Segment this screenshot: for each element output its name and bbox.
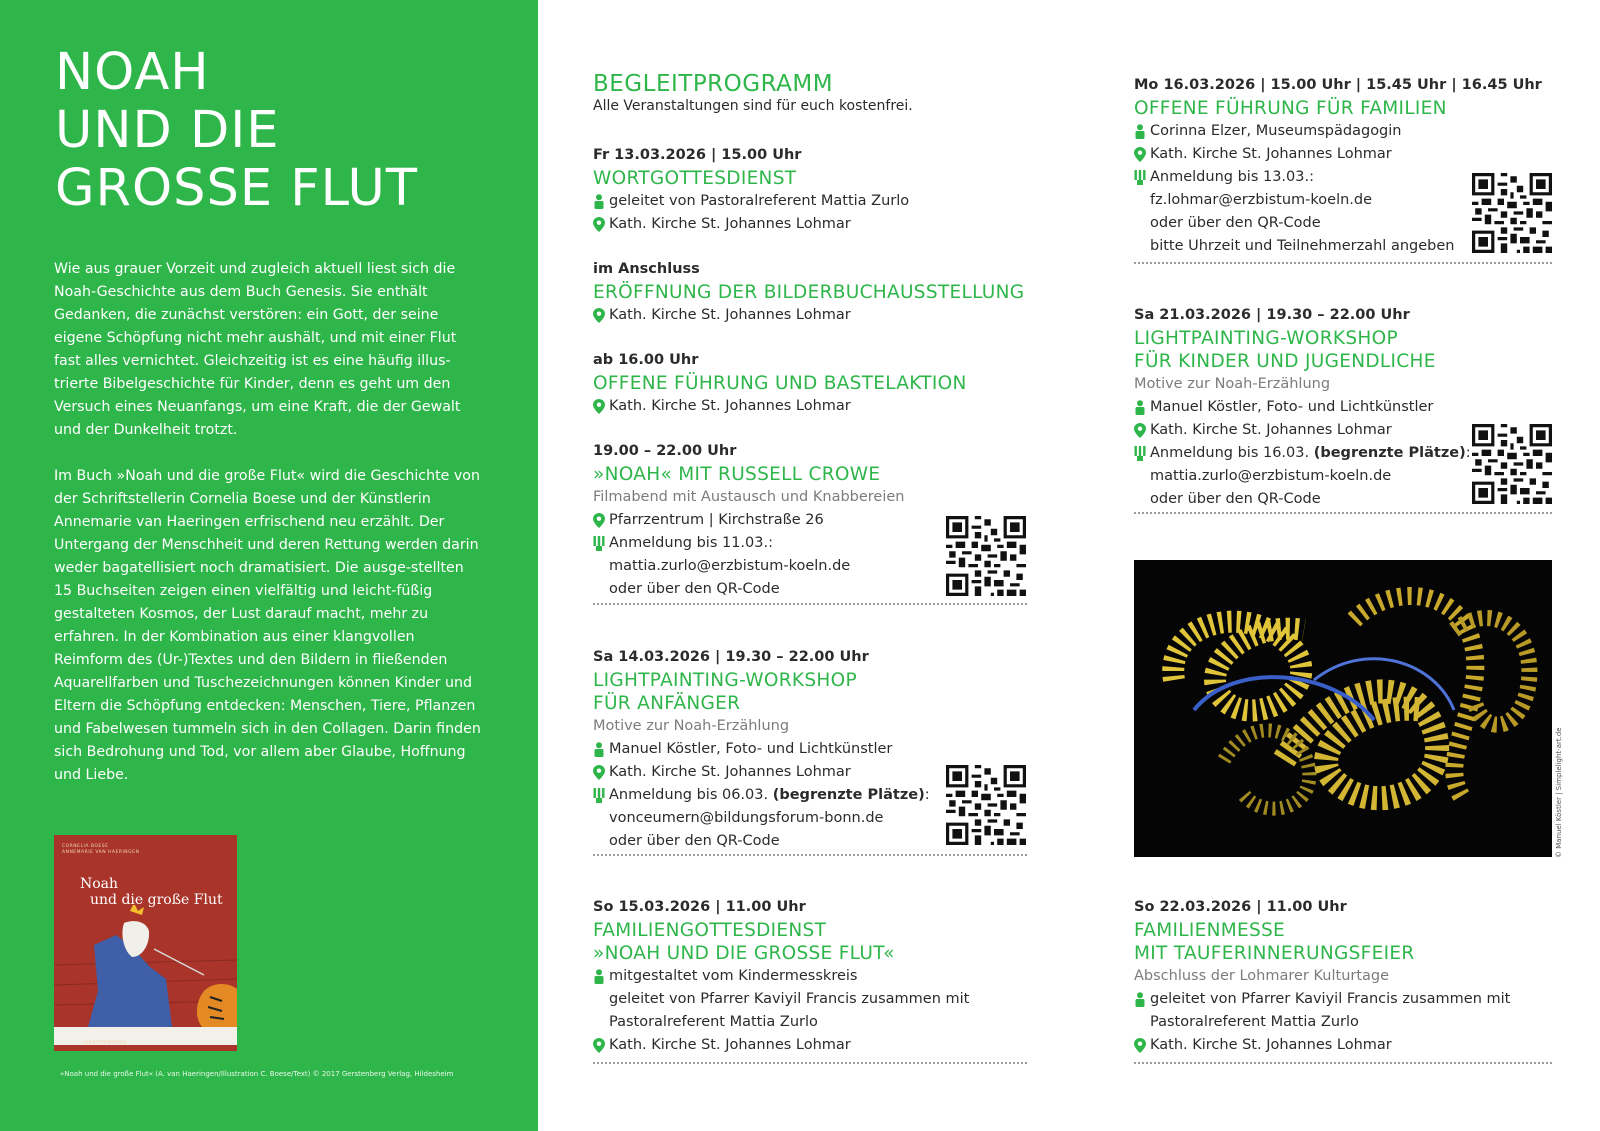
program-subtitle: Alle Veranstaltungen sind für euch kostenfrei. bbox=[593, 98, 913, 114]
event-place bbox=[593, 213, 909, 236]
event-wortgottesdienst bbox=[593, 144, 909, 236]
location-pin-icon bbox=[593, 765, 605, 780]
event-lightpainting-kinder bbox=[1134, 304, 1471, 511]
event-title-line-2: FÜR KINDER UND JUGENDLICHE bbox=[1134, 351, 1436, 372]
event-registration-limit: (begrenzte Plätze) bbox=[1313, 445, 1466, 461]
event-person-text: Corinna Elzer, Museumspädagogin bbox=[1150, 123, 1402, 139]
divider bbox=[1134, 512, 1552, 514]
event-person-text: geleitet von Pfarrer Kaviyil Francis zusammen mit bbox=[1150, 991, 1511, 1007]
event-place-text: Kath. Kirche St. Johannes Lohmar bbox=[609, 764, 851, 780]
divider bbox=[593, 1062, 1027, 1064]
cover-author-1: CORNELIA BOESE bbox=[62, 844, 109, 849]
event-person bbox=[1134, 396, 1471, 419]
event-lightpainting-anfaenger bbox=[593, 646, 930, 853]
location-pin-icon bbox=[1134, 423, 1146, 438]
event-registration bbox=[593, 784, 930, 807]
event-registration-colon: : bbox=[1465, 445, 1471, 461]
event-place bbox=[1134, 143, 1542, 166]
intro-text bbox=[54, 258, 484, 810]
qr-code-icon[interactable] bbox=[1472, 424, 1552, 504]
event-title-line-1: LIGHTPAINTING-WORKSHOP bbox=[1134, 328, 1398, 349]
event-title-line-2: MIT TAUFERINNERUNGSFEIER bbox=[1134, 943, 1415, 964]
event-date: So 22.03.2026 | 11.00 Uhr bbox=[1134, 899, 1347, 915]
event-title: OFFENE FÜHRUNG FÜR FAMILIEN bbox=[1134, 98, 1447, 119]
event-person-line-3: Pastoralreferent Mattia Zurlo bbox=[609, 1014, 818, 1030]
event-eroeffnung bbox=[593, 258, 1024, 327]
location-pin-icon bbox=[593, 399, 605, 414]
registration-icon bbox=[1134, 446, 1146, 461]
registration-icon bbox=[593, 536, 605, 551]
location-pin-icon bbox=[593, 217, 605, 232]
event-place bbox=[593, 304, 1024, 327]
event-place bbox=[593, 1034, 969, 1057]
title-line-3: GROSSE FLUT bbox=[55, 159, 418, 218]
event-person bbox=[593, 190, 909, 213]
divider bbox=[1134, 1062, 1552, 1064]
location-pin-icon bbox=[1134, 147, 1146, 162]
event-registration-text: Anmeldung bis 16.03. bbox=[1150, 445, 1314, 461]
event-email[interactable]: fz.lohmar@erzbistum-koeln.de bbox=[1150, 192, 1373, 208]
event-title: »NOAH« MIT RUSSELL CROWE bbox=[593, 464, 881, 485]
person-icon bbox=[593, 969, 605, 984]
event-place bbox=[1134, 1034, 1510, 1057]
event-title-line-2: »NOAH UND DIE GROSSE FLUT« bbox=[593, 943, 895, 964]
cover-caption: »Noah und die große Flut« (A. van Haeringen/Illustration C. Boese/Text) © 2017 Gerstenberg Verlag, Hildesheim bbox=[60, 1070, 454, 1078]
event-fuehrung-bastelaktion bbox=[593, 349, 967, 418]
person-icon bbox=[1134, 400, 1146, 415]
event-registration-text: Anmeldung bis 13.03.: bbox=[1150, 169, 1314, 185]
person-icon bbox=[1134, 124, 1146, 139]
left-panel bbox=[0, 0, 538, 1131]
event-note: Motive zur Noah-Erzählung bbox=[1134, 376, 1331, 392]
event-registration-text: Anmeldung bis 11.03.: bbox=[609, 535, 773, 551]
cover-title bbox=[80, 876, 223, 908]
event-place bbox=[593, 509, 905, 532]
event-person bbox=[593, 965, 969, 988]
event-title-line-2: FÜR ANFÄNGER bbox=[593, 693, 741, 714]
divider bbox=[593, 854, 1027, 856]
registration-icon bbox=[593, 788, 605, 803]
event-date: 19.00 – 22.00 Uhr bbox=[593, 443, 737, 459]
location-pin-icon bbox=[1134, 1038, 1146, 1053]
location-pin-icon bbox=[593, 513, 605, 528]
event-title-line-1: LIGHTPAINTING-WORKSHOP bbox=[593, 670, 857, 691]
event-familiengottesdienst bbox=[593, 896, 969, 1057]
divider bbox=[593, 603, 1027, 605]
event-title-line-1: FAMILIENGOTTESDIENST bbox=[593, 920, 827, 941]
event-email[interactable]: vonceumern@bildungsforum-bonn.de bbox=[609, 810, 884, 826]
qr-code-icon[interactable] bbox=[946, 765, 1026, 845]
event-title-line-1: FAMILIENMESSE bbox=[1134, 920, 1286, 941]
event-date: Sa 21.03.2026 | 19.30 – 22.00 Uhr bbox=[1134, 307, 1410, 323]
event-title: WORTGOTTESDIENST bbox=[593, 168, 797, 189]
book-cover-image bbox=[54, 835, 237, 1051]
event-qr-hint: oder über den QR-Code bbox=[1150, 491, 1321, 507]
event-registration bbox=[1134, 442, 1471, 465]
event-person-line-2: Pastoralreferent Mattia Zurlo bbox=[1150, 1014, 1359, 1030]
event-note: Motive zur Noah-Erzählung bbox=[593, 718, 790, 734]
lightpainting-illustration bbox=[1134, 560, 1552, 857]
event-person-text: Manuel Köstler, Foto- und Lichtkünstler bbox=[609, 741, 893, 757]
event-place bbox=[593, 761, 930, 784]
person-icon bbox=[1134, 992, 1146, 1007]
person-icon bbox=[593, 194, 605, 209]
event-note: Abschluss der Lohmarer Kulturtage bbox=[1134, 968, 1390, 984]
location-pin-icon bbox=[593, 308, 605, 323]
qr-code-icon[interactable] bbox=[946, 516, 1026, 596]
event-place bbox=[1134, 419, 1471, 442]
registration-icon bbox=[1134, 170, 1146, 185]
event-person-text: Manuel Köstler, Foto- und Lichtkünstler bbox=[1150, 399, 1434, 415]
event-place-text: Kath. Kirche St. Johannes Lohmar bbox=[1150, 422, 1392, 438]
divider bbox=[1134, 262, 1552, 264]
program-title: BEGLEITPROGRAMM bbox=[593, 71, 834, 97]
event-place-text: Kath. Kirche St. Johannes Lohmar bbox=[609, 398, 851, 414]
title-line-2: UND DIE bbox=[55, 101, 280, 160]
event-date: Sa 14.03.2026 | 19.30 – 22.00 Uhr bbox=[593, 649, 869, 665]
event-note: Filmabend mit Austausch und Knabbereien bbox=[593, 489, 905, 505]
location-pin-icon bbox=[593, 1038, 605, 1053]
event-place-text: Kath. Kirche St. Johannes Lohmar bbox=[609, 216, 851, 232]
event-extra-hint: bitte Uhrzeit und Teilnehmerzahl angeben bbox=[1150, 238, 1455, 254]
event-person bbox=[593, 738, 930, 761]
event-registration-limit: (begrenzte Plätze) bbox=[772, 787, 925, 803]
event-filmabend bbox=[593, 440, 905, 601]
cover-author-2: ANNEMARIE VAN HAERINGEN bbox=[62, 850, 140, 855]
cover-illustration bbox=[54, 905, 237, 1045]
event-qr-hint: oder über den QR-Code bbox=[1150, 215, 1321, 231]
event-person bbox=[1134, 120, 1542, 143]
event-person-line-2: geleitet von Pfarrer Kaviyil Francis zusammen mit bbox=[609, 991, 970, 1007]
event-person bbox=[1134, 988, 1510, 1011]
event-title: OFFENE FÜHRUNG UND BASTELAKTION bbox=[593, 373, 967, 394]
cover-title-line-1: Noah bbox=[80, 876, 119, 892]
title-line-1: NOAH bbox=[55, 43, 210, 102]
intro-paragraph-2: Im Buch »Noah und die große Flut« wird die Geschichte von der Schriftstellerin Cornelia Boese und der Künstlerin Annemarie van Haeringen erfrischend neu erzählt. Der Untergang der Menschheit und deren Rettung werden darin weder bagatellisiert noch dramatisiert. Die ausge-stellten 15 Buchseiten zeigen einen vielfältig und leicht-füßig gestalteten Kosmos, der Lust darauf macht, mehr zu erfahren. In der Kombination aus einer klangvollen Reimform des (Ur-)Textes und den Bildern in fließenden Aquarellfarben und Tuschezeichnungen können Kinder und Eltern die Schöpfung entdecken: Menschen, Tiere, Pflanzen und Fabelwesen tummeln sich in den Collagen. Darin finden sich Bedrohung und Tod, vor allem aber Glaube, Hoffnung und Liebe. bbox=[54, 468, 481, 783]
event-date: Fr 13.03.2026 | 15.00 Uhr bbox=[593, 147, 802, 163]
event-place-text: Kath. Kirche St. Johannes Lohmar bbox=[609, 1037, 851, 1053]
qr-code-icon[interactable] bbox=[1472, 173, 1552, 253]
event-date: Mo 16.03.2026 | 15.00 Uhr | 15.45 Uhr | 16.45 Uhr bbox=[1134, 77, 1542, 93]
event-place-text: Kath. Kirche St. Johannes Lohmar bbox=[1150, 1037, 1392, 1053]
event-place bbox=[593, 395, 967, 418]
event-familienmesse bbox=[1134, 896, 1510, 1057]
event-person-text: mitgestaltet vom Kindermesskreis bbox=[609, 968, 858, 984]
person-icon bbox=[593, 742, 605, 757]
cover-authors bbox=[62, 844, 139, 856]
intro-paragraph-1: Wie aus grauer Vorzeit und zugleich aktuell liest sich die Noah-Geschichte aus dem Buch Genesis. Sie enthält Gedanken, die zunächst verstören: ein Gott, der seine eigene Schöpfung nicht mehr aushält, und mit einer Flut fast alles vernichtet. Gleichzeitig ist es eine häufig illus-trierte Bibelgeschichte für Kinder, denn es geht um den Versuch eines Neuanfangs, um eine Kraft, die der Gewalt und der Dunkelheit trotzt. bbox=[54, 261, 461, 438]
event-email[interactable]: mattia.zurlo@erzbistum-koeln.de bbox=[1150, 468, 1392, 484]
event-registration-text: Anmeldung bis 06.03. bbox=[609, 787, 773, 803]
event-person-text: geleitet von Pastoralreferent Mattia Zurlo bbox=[609, 193, 910, 209]
event-qr-hint: oder über den QR-Code bbox=[609, 833, 780, 849]
photo-credit: © Manuel Köstler | Simplelight-art.de bbox=[1555, 727, 1563, 858]
event-date: ab 16.00 Uhr bbox=[593, 352, 699, 368]
event-email[interactable]: mattia.zurlo@erzbistum-koeln.de bbox=[609, 558, 851, 574]
cover-publisher: GERSTENBERG bbox=[84, 1040, 128, 1046]
event-registration-colon: : bbox=[924, 787, 930, 803]
event-place-text: Pfarrzentrum | Kirchstraße 26 bbox=[609, 512, 824, 528]
exhibition-title bbox=[55, 44, 418, 218]
event-date: So 15.03.2026 | 11.00 Uhr bbox=[593, 899, 806, 915]
event-title: ERÖFFNUNG DER BILDERBUCHAUSSTELLUNG bbox=[593, 282, 1025, 303]
event-qr-hint: oder über den QR-Code bbox=[609, 581, 780, 597]
cover-title-line-2: und die große Flut bbox=[90, 892, 223, 908]
event-registration bbox=[593, 532, 905, 555]
event-place-text: Kath. Kirche St. Johannes Lohmar bbox=[1150, 146, 1392, 162]
lightpainting-photo bbox=[1134, 560, 1552, 857]
event-place-text: Kath. Kirche St. Johannes Lohmar bbox=[609, 307, 851, 323]
event-date: im Anschluss bbox=[593, 261, 700, 277]
